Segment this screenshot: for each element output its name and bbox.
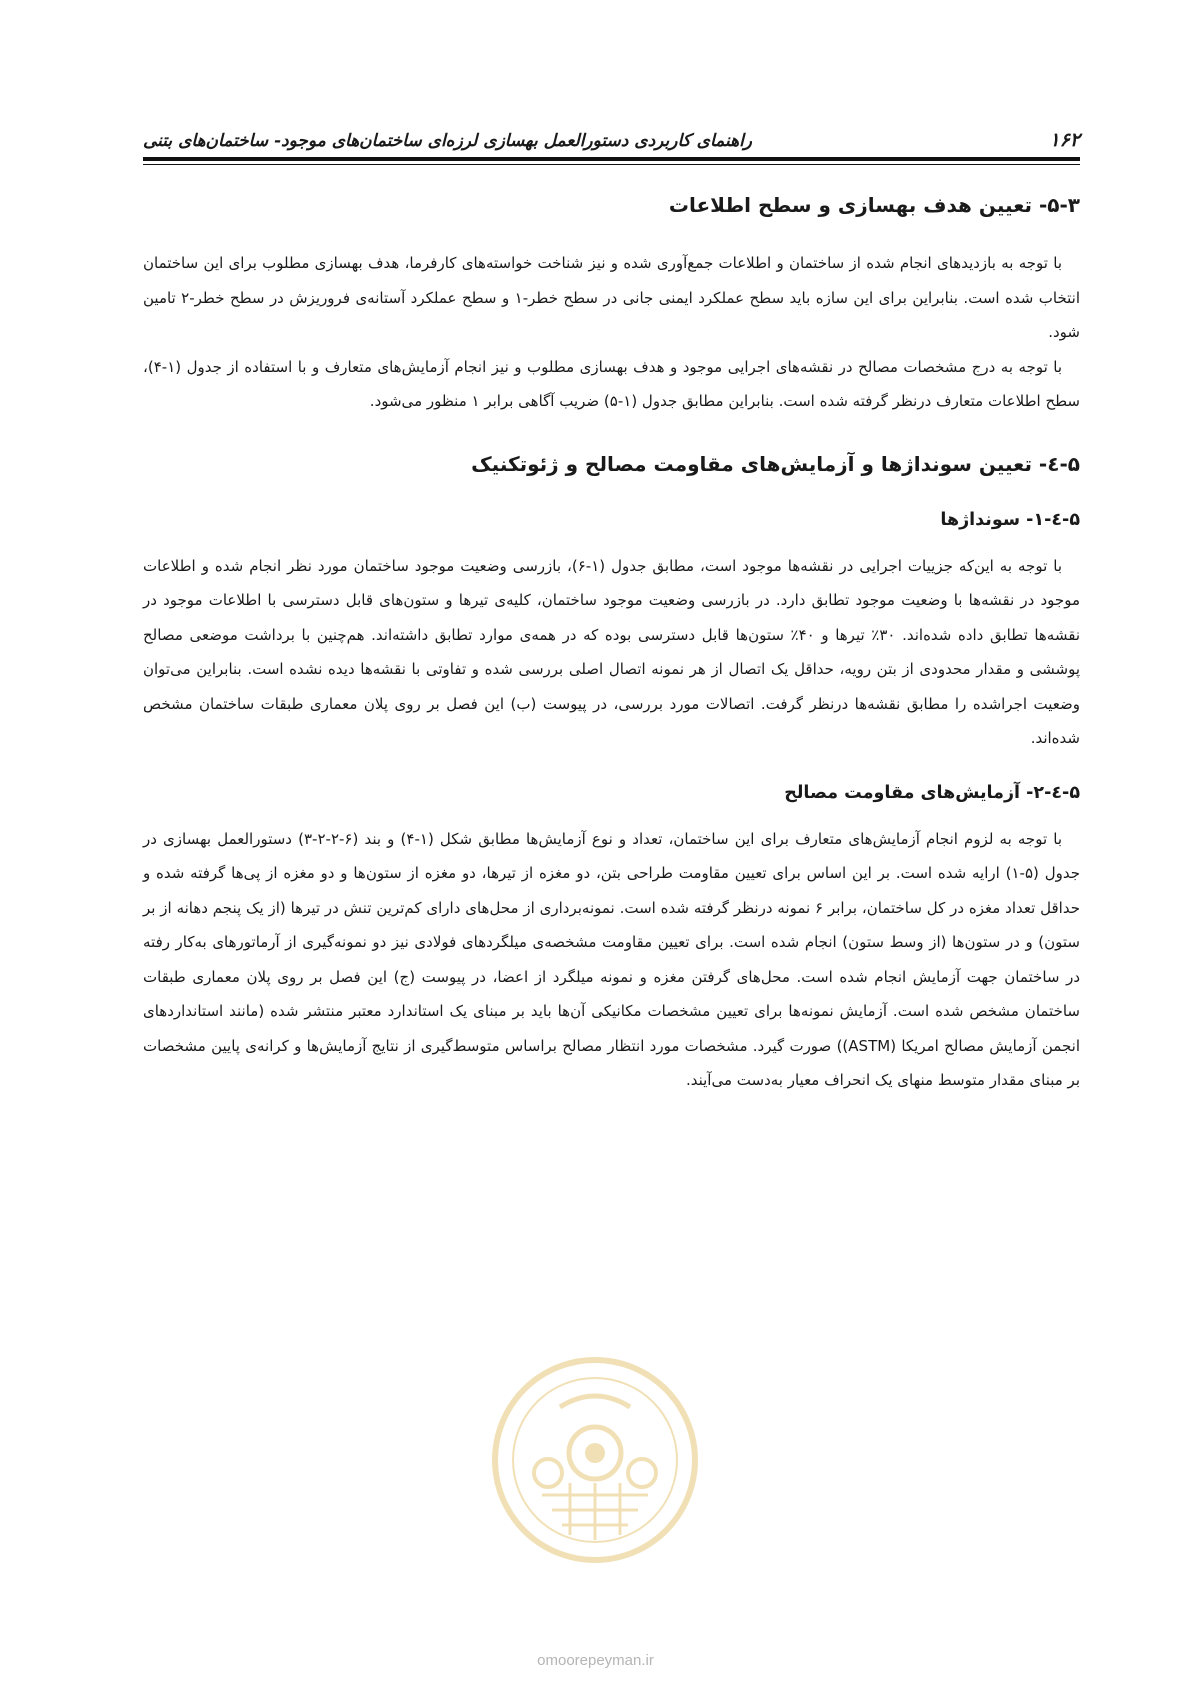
header-rule — [143, 157, 1080, 165]
page-number: ۱۶۲ — [1049, 129, 1080, 151]
paragraph: با توجه به درج مشخصات مصالح در نقشه‌های اجرایی موجود و هدف بهسازی مطلوب و نیز انجام آزمایش‌های متعارف و با استفاده از جدول (۱-۴)، سطح اطلاعات متعارف درنظر گرفته شده است. بنابراین مطابق جدول (۱-۵) ضریب آگاهی برابر ۱ منظور می‌شود. — [143, 357, 1080, 410]
page-header — [143, 124, 1080, 150]
paragraph: با توجه به لزوم انجام آزمایش‌های متعارف برای این ساختمان، تعداد و نوع آزمایش‌ها مطابق شکل (۱-۴) و بند (۶-۲-۲-۳) دستورالعمل بهسازی در جدول (۵-۱) ارایه شده است. بر این اساس برای تعیین مقاومت طراحی بتن، دو مغزه از تیرها، دو مغزه از ستون‌ها و دو مغزه از پی‌ها گرفته شده و حداقل تعداد مغزه در کل ساختمان، برابر ۶ نمونه درنظر گرفته شده است. نمونه‌برداری از محل‌های دارای کم‌ترین تنش در تیرها (از یک پنجم دهانه از بر ستون) و در ستون‌ها (از وسط ستون) انجام شده است. برای تعیین مقاومت مشخصه‌ی میلگردهای فولادی نیز دو نمونه‌گیری از آرماتورهای به‌کار رفته در ساختمان جهت آزمایش انجام شده است. محل‌های گرفتن مغزه و نمونه میلگرد از اعضا، در پیوست (ج) این فصل بر روی پلان معماری طبقات ساختمان مشخص شده است. آزمایش نمونه‌ها برای تعیین مشخصات مکانیکی آن‌ها باید بر مبنای یک استاندارد معتبر منتشر شده (مانند استانداردهای انجمن آزمایش مصالح امریکا (ASTM)) صورت گیرد. مشخصات مورد انتظار مصالح براساس متوسط‌گیری از نتایج آزمایش‌ها و کرانه‌ی پایین مشخصات بر مبنای مقدار متوسط منهای یک انحراف معیار به‌دست می‌آیند. — [143, 829, 1080, 1089]
watermark-logo — [490, 1355, 700, 1565]
section-heading-5-3: ۵-۳- تعیین هدف بهسازی و سطح اطلاعات — [668, 193, 1080, 217]
watermark-url: omoorepeyman.ir — [537, 1652, 654, 1669]
running-header-title: راهنمای کاربردی دستورالعمل بهسازی لرزه‌ای ساختمان‌های موجود- ساختمان‌های بتنی — [143, 131, 753, 151]
section-heading-5-4: ۵-٤- تعیین سونداژها و آزمایش‌های مقاومت مصالح و ژئوتکنیک — [471, 451, 1080, 476]
paragraph: با توجه به بازدیدهای انجام شده از ساختمان و اطلاعات جمع‌آوری شده و نیز شناخت خواسته‌های کارفرما، هدف بهسازی مطلوب برای این ساختمان انتخاب شده است. بنابراین برای این سازه باید سطح عملکرد ایمنی جانی در سطح خطر-۱ و سطح عملکرد آستانه‌ی فروریزش در سطح خطر-۲ تامین شود. — [143, 254, 1080, 341]
subsection-heading-5-4-1: ۵-٤-۱- سونداژها — [940, 509, 1080, 530]
subsection-heading-5-4-2: ۵-٤-۲- آزمایش‌های مقاومت مصالح — [784, 782, 1080, 803]
page-content — [143, 180, 1080, 1098]
paragraph: با توجه به این‌که جزییات اجرایی در نقشه‌ها موجود است، مطابق جدول (۱-۶)، بازرسی وضعیت موجود ساختمان مورد نظر انجام شده و اطلاعات موجود در نقشه‌ها با وضعیت موجود تطابق دارد. در بازرسی وضعیت موجود ساختمان، کلیه‌ی تیرها و ستون‌های قابل دسترسی با اطلاعات موجود در نقشه‌ها تطابق داده شده‌اند. ۳۰٪ تیرها و ۴۰٪ ستون‌ها قابل دسترسی بوده که در همه‌ی موارد تطابق داشته‌اند. هم‌چنین با برداشت موضعی مصالح پوششی و مقدار محدودی از بتن رویه، حداقل یک اتصال از هر نمونه اتصال اصلی بررسی شده و تفاوتی با نقشه‌ها دیده نشده است. بنابراین می‌توان وضعیت اجراشده را مطابق نقشه‌ها درنظر گرفت. اتصالات مورد بررسی، در پیوست (ب) این فصل بر روی پلان معماری طبقات ساختمان مشخص شده‌اند. — [143, 556, 1080, 747]
